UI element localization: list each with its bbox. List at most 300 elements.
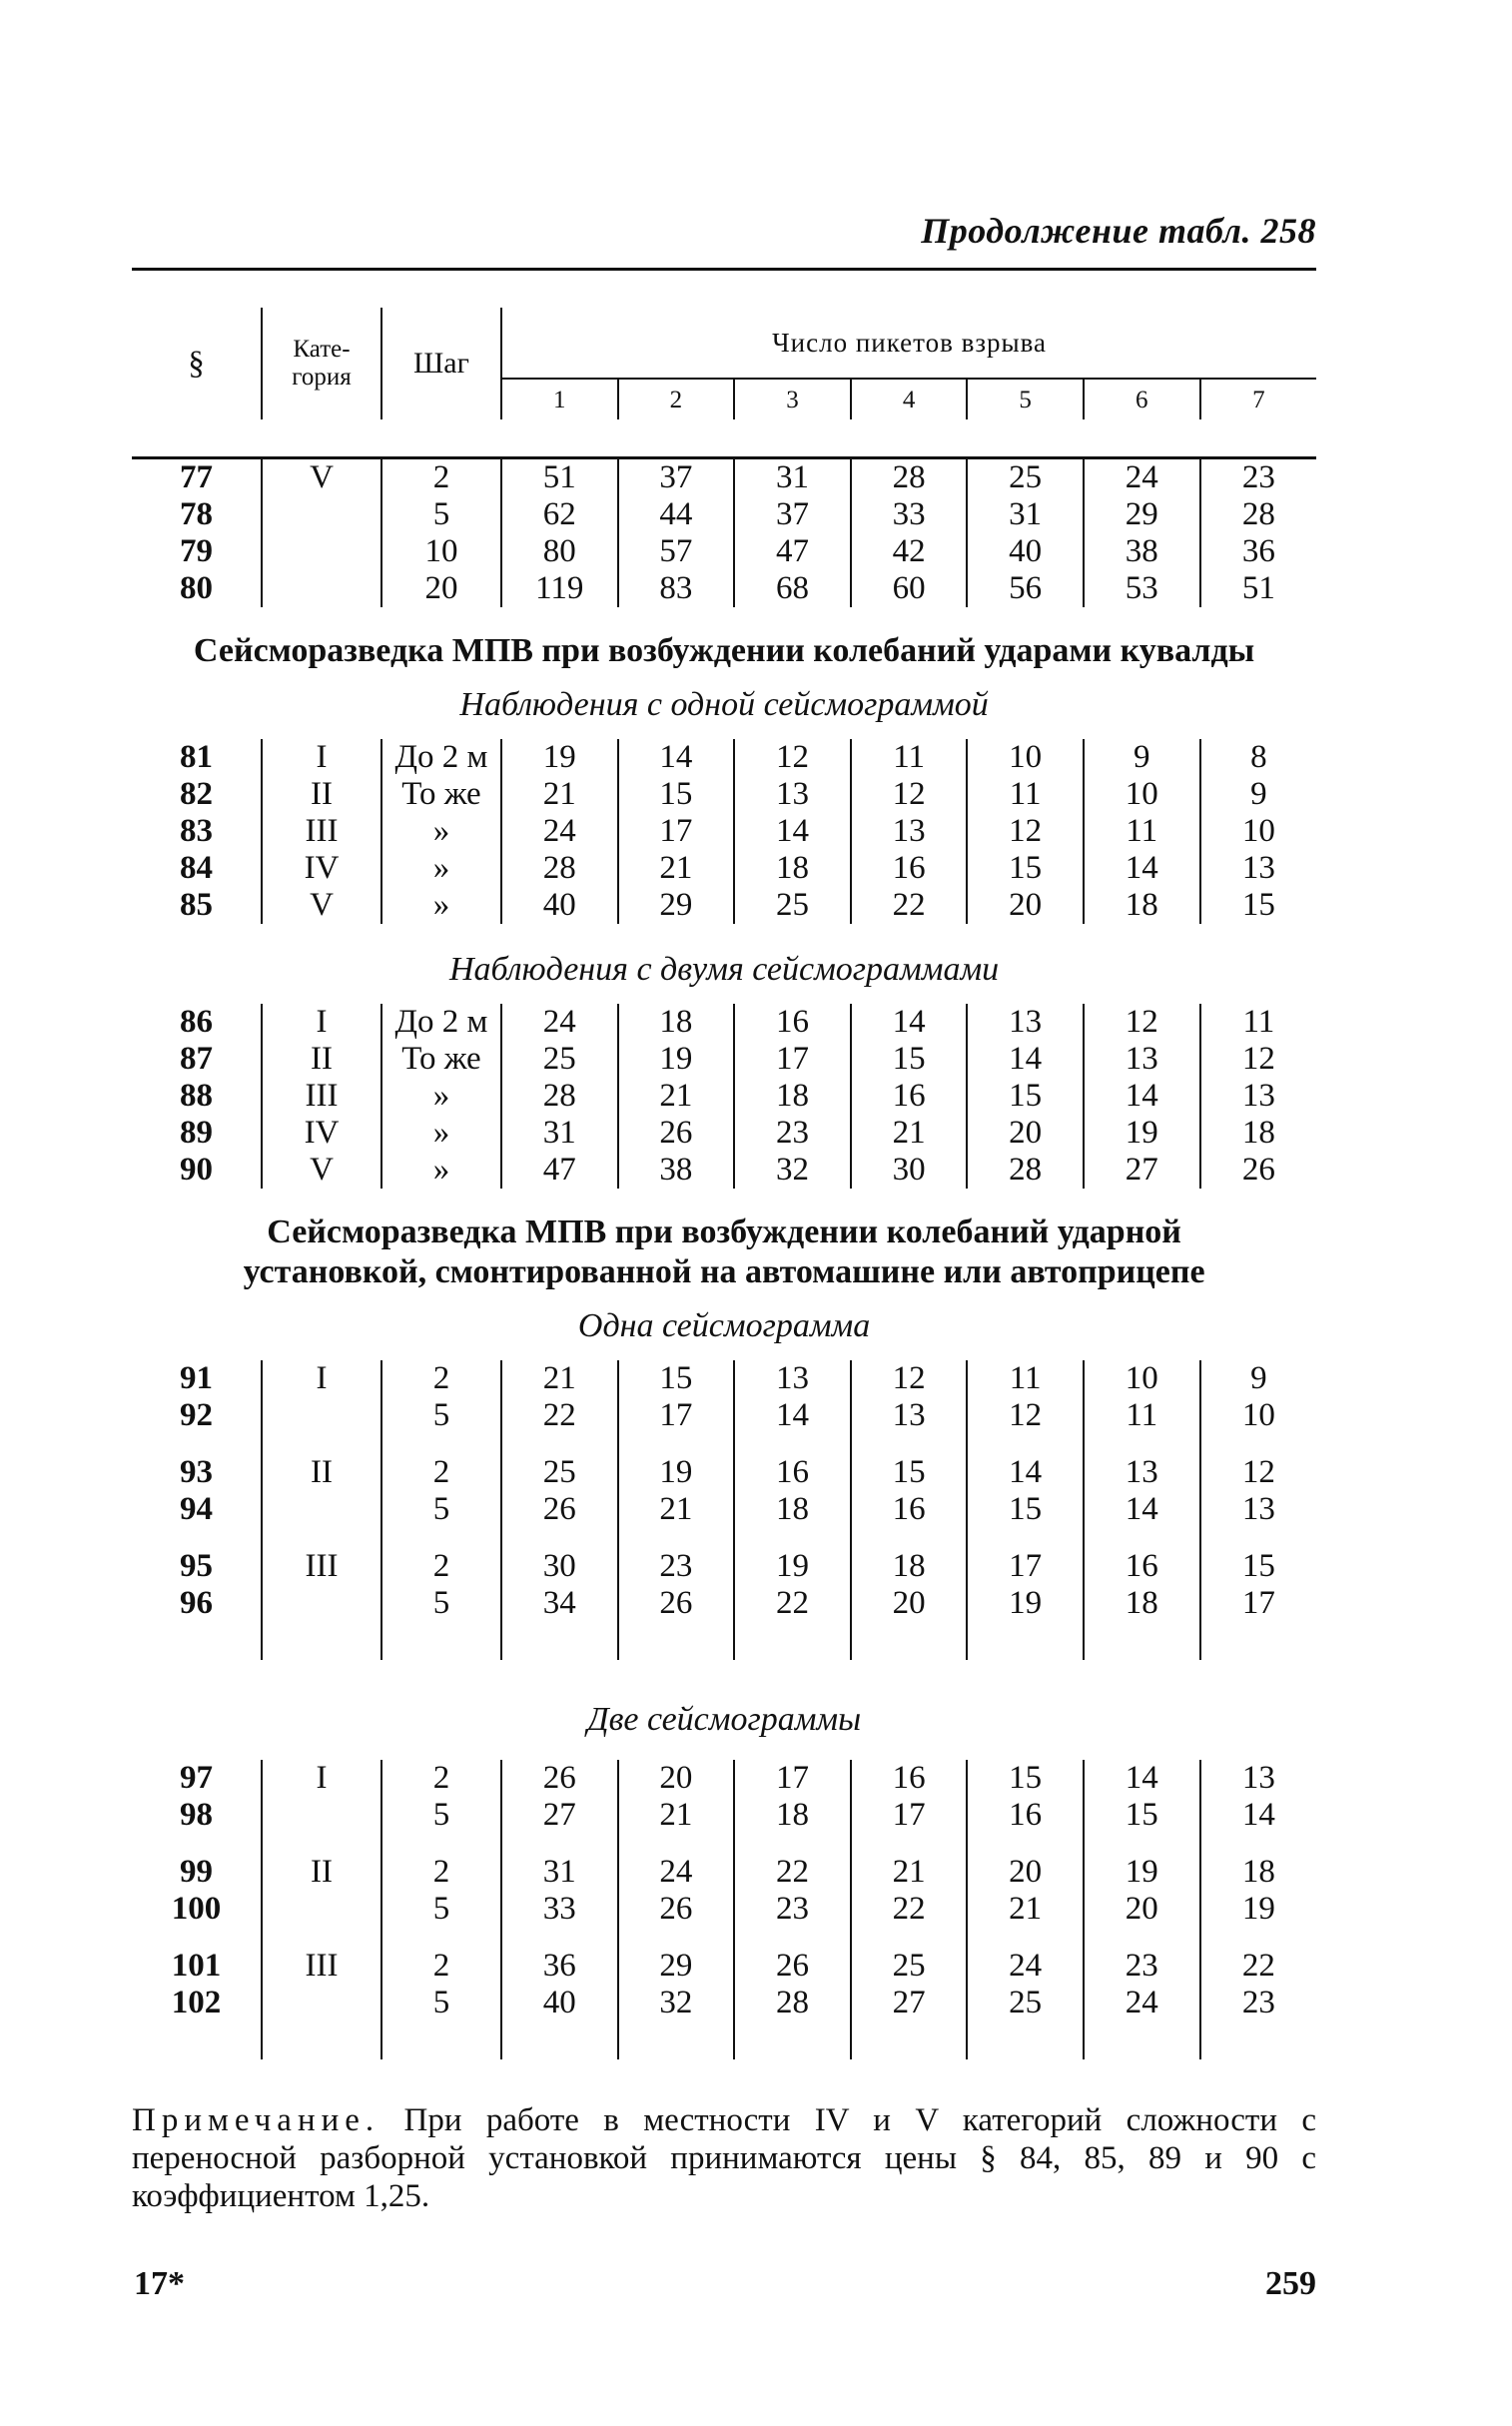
section-subtitle-row (132, 1298, 1316, 1360)
price-cell: 24 (967, 1948, 1084, 1985)
rates-table (132, 268, 1316, 2059)
price-cell: 20 (967, 1854, 1084, 1891)
section-subtitle-row (132, 1660, 1316, 1760)
price-cell: 27 (501, 1797, 618, 1834)
price-cell: 20 (967, 887, 1084, 924)
price-cell: 14 (734, 1397, 851, 1434)
group-gap (132, 1528, 1316, 1548)
price-cell: 13 (1200, 1760, 1317, 1797)
paragraph-number-cell: 88 (180, 1078, 213, 1114)
price-cell: 19 (1200, 1891, 1317, 1928)
picket-number-header: 5 (967, 379, 1084, 419)
step-cell: » (381, 1078, 501, 1115)
price-cell: 15 (851, 1041, 968, 1078)
price-cell: 14 (1084, 1078, 1200, 1115)
picket-number-header: 7 (1200, 379, 1317, 419)
price-cell: 19 (618, 1041, 735, 1078)
price-cell: 80 (501, 533, 618, 570)
price-cell: 22 (501, 1397, 618, 1434)
category-cell: II (262, 1041, 381, 1078)
table-row (132, 533, 1316, 570)
price-cell: 25 (967, 1985, 1084, 2022)
category-cell (262, 570, 381, 607)
price-cell: 24 (618, 1854, 735, 1891)
price-cell: 19 (501, 739, 618, 776)
category-cell: I (262, 1760, 381, 1797)
step-cell: 20 (381, 570, 501, 607)
price-cell: 28 (1200, 496, 1317, 533)
price-cell: 14 (1084, 1491, 1200, 1528)
price-cell: 19 (618, 1454, 735, 1491)
table-row (132, 1115, 1316, 1152)
price-cell: 47 (734, 533, 851, 570)
category-cell: III (262, 1548, 381, 1585)
table-row (132, 1397, 1316, 1434)
price-cell: 23 (1200, 1985, 1317, 2022)
category-cell: I (262, 1360, 381, 1397)
table-row (132, 1152, 1316, 1189)
price-cell: 25 (967, 458, 1084, 497)
price-cell: 18 (851, 1548, 968, 1585)
table-row (132, 1585, 1316, 1622)
price-cell: 13 (734, 1360, 851, 1397)
price-cell: 12 (967, 1397, 1084, 1434)
price-cell: 14 (1084, 850, 1200, 887)
page-number: 259 (1265, 2265, 1316, 2302)
price-cell: 10 (1200, 813, 1317, 850)
price-cell: 23 (734, 1891, 851, 1928)
price-cell: 15 (618, 1360, 735, 1397)
paragraph-number-cell: 83 (180, 813, 213, 849)
price-cell: 15 (967, 850, 1084, 887)
price-cell: 16 (1084, 1548, 1200, 1585)
paragraph-number-cell: 78 (180, 496, 213, 532)
price-cell: 40 (501, 887, 618, 924)
price-cell: 24 (501, 813, 618, 850)
section-end-gap (132, 2022, 1316, 2059)
category-cell: III (262, 1948, 381, 1985)
price-cell: 9 (1200, 776, 1317, 813)
price-cell: 17 (851, 1797, 968, 1834)
price-cell: 15 (851, 1454, 968, 1491)
step-cell: 5 (381, 1891, 501, 1928)
table-row (132, 496, 1316, 533)
price-cell: 10 (1084, 776, 1200, 813)
table-row (132, 1360, 1316, 1397)
step-cell: То же (381, 1041, 501, 1078)
price-cell: 22 (734, 1854, 851, 1891)
price-cell: 60 (851, 570, 968, 607)
price-cell: 14 (1200, 1797, 1317, 1834)
price-cell: 23 (734, 1115, 851, 1152)
section-end-gap (132, 1622, 1316, 1660)
table-row (132, 1041, 1316, 1078)
price-cell: 26 (501, 1491, 618, 1528)
price-cell: 16 (851, 1078, 968, 1115)
price-cell: 13 (851, 813, 968, 850)
price-cell: 51 (1200, 570, 1317, 607)
price-cell: 10 (1200, 1397, 1317, 1434)
section-subtitle: Две сейсмограммы (586, 1701, 862, 1738)
table-continuation-title: Продолжение табл. 258 (921, 211, 1316, 251)
price-cell: 9 (1084, 739, 1200, 776)
section-subtitle: Наблюдения с двумя сейсмограммами (448, 951, 1000, 988)
price-cell: 19 (1084, 1854, 1200, 1891)
paragraph-number-cell: 77 (180, 459, 213, 495)
price-cell: 18 (734, 850, 851, 887)
table-row (132, 1891, 1316, 1928)
price-cell: 13 (967, 1004, 1084, 1041)
price-cell: 18 (1084, 887, 1200, 924)
price-cell: 10 (967, 739, 1084, 776)
step-cell: » (381, 850, 501, 887)
note-label: Примечание. (132, 2102, 380, 2138)
price-cell: 21 (618, 1797, 735, 1834)
price-cell: 33 (501, 1891, 618, 1928)
price-cell: 16 (734, 1454, 851, 1491)
price-cell: 62 (501, 496, 618, 533)
price-cell: 13 (1084, 1041, 1200, 1078)
price-cell: 42 (851, 533, 968, 570)
price-cell: 16 (734, 1004, 851, 1041)
paragraph-number-cell: 90 (180, 1152, 213, 1188)
price-cell: 37 (734, 496, 851, 533)
price-cell: 14 (618, 739, 735, 776)
price-cell: 15 (967, 1760, 1084, 1797)
price-cell: 22 (1200, 1948, 1317, 1985)
price-cell: 26 (618, 1115, 735, 1152)
table-row (132, 1854, 1316, 1891)
price-cell: 68 (734, 570, 851, 607)
price-cell: 40 (501, 1985, 618, 2022)
price-cell: 19 (1084, 1115, 1200, 1152)
price-cell: 11 (1084, 1397, 1200, 1434)
price-cell: 31 (967, 496, 1084, 533)
price-cell: 24 (1084, 1985, 1200, 2022)
table-row (132, 739, 1316, 776)
price-cell: 18 (734, 1078, 851, 1115)
price-cell: 18 (1200, 1115, 1317, 1152)
price-cell: 18 (1200, 1854, 1317, 1891)
price-cell: 13 (734, 776, 851, 813)
price-cell: 19 (734, 1548, 851, 1585)
category-cell: II (262, 1854, 381, 1891)
category-cell: V (262, 887, 381, 924)
price-cell: 17 (618, 1397, 735, 1434)
price-cell: 18 (734, 1491, 851, 1528)
step-cell: 2 (381, 1454, 501, 1491)
category-cell (262, 1397, 381, 1434)
paragraph-number-cell: 96 (180, 1585, 213, 1621)
price-cell: 13 (1200, 850, 1317, 887)
price-cell: 47 (501, 1152, 618, 1189)
step-cell: » (381, 1115, 501, 1152)
step-cell: » (381, 1152, 501, 1189)
paragraph-number-cell: 102 (171, 1985, 222, 2021)
price-cell: 15 (618, 776, 735, 813)
section-subtitle: Одна сейсмограмма (577, 1307, 871, 1344)
table-row (132, 1797, 1316, 1834)
price-cell: 24 (501, 1004, 618, 1041)
price-cell: 37 (618, 458, 735, 497)
price-cell: 26 (501, 1760, 618, 1797)
price-cell: 21 (967, 1891, 1084, 1928)
step-cell: 2 (381, 1548, 501, 1585)
price-cell: 16 (851, 850, 968, 887)
category-cell: III (262, 813, 381, 850)
step-cell: 5 (381, 1797, 501, 1834)
price-cell: 24 (1084, 458, 1200, 497)
group-gap (132, 1434, 1316, 1454)
table-row (132, 887, 1316, 924)
price-cell: 13 (851, 1397, 968, 1434)
price-cell: 12 (734, 739, 851, 776)
note-text: При работе в местности IV и V категорий сложности с переносной разборной установкой принимаются цены § 84, 85, 89 и 90 с коэффициентом 1,25. (132, 2102, 1316, 2214)
table-row (132, 570, 1316, 607)
step-cell: До 2 м (381, 1004, 501, 1041)
price-cell: 12 (967, 813, 1084, 850)
step-cell: 2 (381, 1948, 501, 1985)
paragraph-number-cell: 84 (180, 850, 213, 886)
price-cell: 38 (1084, 533, 1200, 570)
category-cell (262, 1491, 381, 1528)
category-cell (262, 496, 381, 533)
price-cell: 18 (1084, 1585, 1200, 1622)
price-cell: 12 (851, 1360, 968, 1397)
price-cell: 20 (967, 1115, 1084, 1152)
price-cell: 11 (851, 739, 968, 776)
price-cell: 28 (734, 1985, 851, 2022)
price-cell: 26 (1200, 1152, 1317, 1189)
price-cell: 13 (1084, 1454, 1200, 1491)
category-cell: II (262, 1454, 381, 1491)
price-cell: 14 (967, 1454, 1084, 1491)
price-cell: 44 (618, 496, 735, 533)
col-group-header: Число пикетов взрыва (501, 308, 1316, 379)
price-cell: 36 (501, 1948, 618, 1985)
price-cell: 21 (501, 776, 618, 813)
col-step-header: Шаг (381, 308, 501, 419)
price-cell: 30 (851, 1152, 968, 1189)
section-title: Сейсморазведка МПВ при возбуждении колебаний ударами кувалды (193, 632, 1255, 669)
paragraph-number-cell: 91 (180, 1360, 213, 1396)
price-cell: 26 (618, 1891, 735, 1928)
group-gap (132, 1834, 1316, 1854)
paragraph-number-cell: 93 (180, 1454, 213, 1490)
price-cell: 12 (1084, 1004, 1200, 1041)
price-cell: 40 (967, 533, 1084, 570)
price-cell: 28 (501, 1078, 618, 1115)
price-cell: 22 (734, 1585, 851, 1622)
step-cell: 5 (381, 1397, 501, 1434)
table-row (132, 1760, 1316, 1797)
paragraph-number-cell: 87 (180, 1041, 213, 1077)
category-cell: V (262, 1152, 381, 1189)
price-cell: 27 (1084, 1152, 1200, 1189)
table-row (132, 1454, 1316, 1491)
price-cell: 14 (851, 1004, 968, 1041)
price-cell: 56 (967, 570, 1084, 607)
picket-number-header: 3 (734, 379, 851, 419)
price-cell: 31 (501, 1854, 618, 1891)
table-row (132, 776, 1316, 813)
price-cell: 12 (1200, 1454, 1317, 1491)
price-cell: 29 (1084, 496, 1200, 533)
price-cell: 14 (734, 813, 851, 850)
step-cell: 10 (381, 533, 501, 570)
price-cell: 28 (967, 1152, 1084, 1189)
price-cell: 83 (618, 570, 735, 607)
price-cell: 34 (501, 1585, 618, 1622)
price-cell: 31 (734, 458, 851, 497)
price-cell: 10 (1084, 1360, 1200, 1397)
step-cell: До 2 м (381, 739, 501, 776)
paragraph-number-cell: 85 (180, 887, 213, 923)
price-cell: 22 (851, 887, 968, 924)
price-cell: 31 (501, 1115, 618, 1152)
category-cell (262, 533, 381, 570)
price-cell: 16 (851, 1491, 968, 1528)
price-cell: 15 (1084, 1797, 1200, 1834)
price-cell: 33 (851, 496, 968, 533)
price-cell: 13 (1200, 1491, 1317, 1528)
price-cell: 23 (1200, 458, 1317, 497)
price-cell: 29 (618, 887, 735, 924)
category-cell: III (262, 1078, 381, 1115)
paragraph-number-cell: 92 (180, 1397, 213, 1433)
price-cell: 12 (851, 776, 968, 813)
category-cell (262, 1797, 381, 1834)
price-cell: 26 (734, 1948, 851, 1985)
step-cell: 2 (381, 1360, 501, 1397)
category-cell (262, 1891, 381, 1928)
price-cell: 18 (734, 1797, 851, 1834)
step-cell: » (381, 813, 501, 850)
price-cell: 15 (1200, 887, 1317, 924)
price-cell: 13 (1200, 1078, 1317, 1115)
table-row (132, 813, 1316, 850)
price-cell: 17 (618, 813, 735, 850)
price-cell: 30 (501, 1548, 618, 1585)
price-cell: 20 (1084, 1891, 1200, 1928)
category-cell: IV (262, 1115, 381, 1152)
price-cell: 29 (618, 1948, 735, 1985)
category-cell: II (262, 776, 381, 813)
price-cell: 32 (618, 1985, 735, 2022)
table-row (132, 1004, 1316, 1041)
price-cell: 23 (618, 1548, 735, 1585)
category-cell: IV (262, 850, 381, 887)
price-cell: 20 (851, 1585, 968, 1622)
price-cell: 15 (967, 1491, 1084, 1528)
paragraph-number-cell: 98 (180, 1797, 213, 1833)
paragraph-number-cell: 97 (180, 1760, 213, 1796)
step-cell: 5 (381, 1585, 501, 1622)
price-cell: 28 (851, 458, 968, 497)
table-row (132, 1985, 1316, 2022)
price-cell: 12 (1200, 1041, 1317, 1078)
price-cell: 21 (851, 1854, 968, 1891)
table-row (132, 1548, 1316, 1585)
price-cell: 11 (967, 776, 1084, 813)
paragraph-number-cell: 80 (180, 570, 213, 606)
step-cell: То же (381, 776, 501, 813)
price-cell: 36 (1200, 533, 1317, 570)
price-cell: 25 (501, 1041, 618, 1078)
price-cell: 32 (734, 1152, 851, 1189)
section-title-row (132, 1189, 1316, 1298)
price-cell: 51 (501, 458, 618, 497)
price-cell: 9 (1200, 1360, 1317, 1397)
price-cell: 21 (851, 1115, 968, 1152)
price-cell: 23 (1084, 1948, 1200, 1985)
price-cell: 11 (967, 1360, 1084, 1397)
table-row (132, 850, 1316, 887)
price-cell: 8 (1200, 739, 1317, 776)
price-cell: 38 (618, 1152, 735, 1189)
picket-number-header: 2 (618, 379, 735, 419)
price-cell: 27 (851, 1985, 968, 2022)
price-cell: 25 (851, 1948, 968, 1985)
step-cell: 5 (381, 496, 501, 533)
section-subtitle-row (132, 677, 1316, 739)
table-row (132, 458, 1316, 497)
paragraph-number-cell: 89 (180, 1115, 213, 1151)
price-cell: 57 (618, 533, 735, 570)
section-title: Сейсморазведка МПВ при возбуждении колебаний ударной установкой, смонтированной на автомашине или автоприцепе (243, 1213, 1205, 1290)
paragraph-number-cell: 81 (180, 739, 213, 775)
price-cell: 18 (618, 1004, 735, 1041)
step-cell: 2 (381, 1760, 501, 1797)
price-cell: 25 (501, 1454, 618, 1491)
price-cell: 17 (967, 1548, 1084, 1585)
step-cell: 5 (381, 1491, 501, 1528)
paragraph-number-cell: 82 (180, 776, 213, 812)
picket-number-header: 6 (1084, 379, 1200, 419)
picket-number-header: 1 (501, 379, 618, 419)
price-cell: 22 (851, 1891, 968, 1928)
price-cell: 17 (1200, 1585, 1317, 1622)
category-cell (262, 1985, 381, 2022)
step-cell: » (381, 887, 501, 924)
price-cell: 17 (734, 1760, 851, 1797)
price-cell: 53 (1084, 570, 1200, 607)
price-cell: 15 (967, 1078, 1084, 1115)
price-cell: 15 (1200, 1548, 1317, 1585)
paragraph-number-cell: 99 (180, 1854, 213, 1890)
price-cell: 16 (851, 1760, 968, 1797)
paragraph-number-cell: 101 (171, 1948, 222, 1984)
price-cell: 119 (501, 570, 618, 607)
price-cell: 11 (1084, 813, 1200, 850)
step-cell: 2 (381, 458, 501, 497)
category-cell (262, 1585, 381, 1622)
price-cell: 21 (501, 1360, 618, 1397)
signature-mark: 17* (134, 2265, 185, 2302)
section-title-row (132, 607, 1316, 677)
paragraph-number-cell: 86 (180, 1004, 213, 1040)
col-paragraph-header: § (188, 345, 205, 382)
price-cell: 26 (618, 1585, 735, 1622)
price-cell: 17 (734, 1041, 851, 1078)
table-row (132, 1491, 1316, 1528)
paragraph-number-cell: 79 (180, 533, 213, 569)
step-cell: 5 (381, 1985, 501, 2022)
price-cell: 21 (618, 1078, 735, 1115)
picket-number-header: 4 (851, 379, 968, 419)
table-row (132, 1948, 1316, 1985)
price-cell: 20 (618, 1760, 735, 1797)
